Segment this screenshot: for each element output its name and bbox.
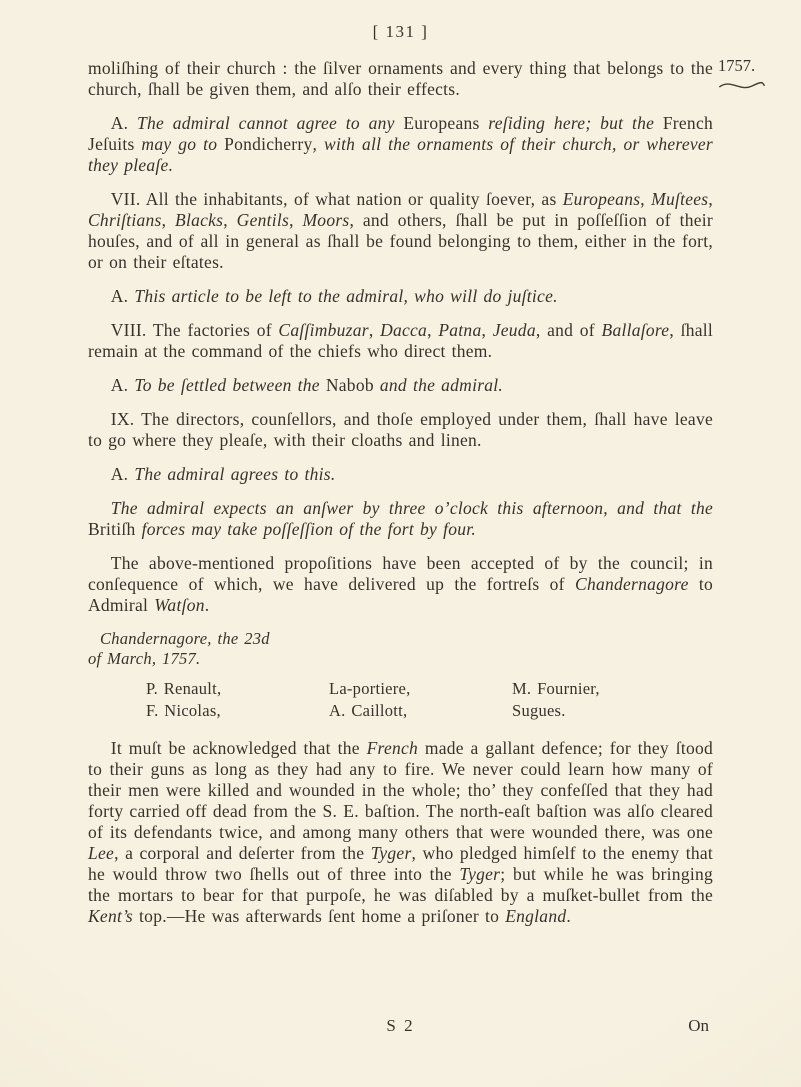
roman-text: . [204, 595, 210, 615]
roman-text: VIII. The factories of [110, 320, 279, 340]
paragraph [88, 409, 713, 451]
signatory-name: A. Caillott, [329, 701, 408, 720]
aftermath-section [88, 738, 713, 927]
signatory-name: F. Nicolas, [146, 701, 221, 720]
roman-text: IX. The directors, counſellors, and thoſe employed under them, ſhall have leave to go where they pleaſe, with their cloaths and linen. [88, 409, 713, 450]
paragraph [88, 189, 713, 273]
roman-text: , [368, 320, 381, 340]
paragraph [88, 498, 713, 540]
italic-text: Lee [88, 843, 115, 863]
paragraph [88, 375, 713, 396]
signature-mark: S 2 [386, 1016, 415, 1035]
roman-text: , who pledged himſelf to the enemy that he would throw two ſhells out of three into the [88, 843, 713, 884]
signatory-name: P. Renault, [146, 679, 222, 698]
roman-text: , and others, ſhall be put in poſſeſſion of their houſes, and of all in general as ſhall be found belonging to them, either in the fort, or on their eſtates. [88, 210, 713, 272]
italic-text: Ballaſore [601, 320, 670, 340]
text-block [88, 58, 713, 927]
italic-text: Dacca [380, 320, 428, 340]
roman-text: , [708, 189, 713, 209]
roman-text: . [566, 906, 571, 926]
roman-text: Britiſh [88, 519, 136, 539]
roman-text: top.—He was afterwards ſent home a priſoner to [133, 906, 506, 926]
italic-text: Caſſimbuzar [278, 320, 369, 340]
italic-text: Europeans [562, 189, 641, 209]
roman-text: The above-mentioned propoſitions have been accepted of by the council; in conſequence of which, we have delivered up the fortreſs of [88, 553, 713, 594]
roman-text: A. [110, 113, 137, 133]
italic-text: Watſon [154, 595, 205, 615]
italic-text: Tyger [459, 864, 501, 884]
italic-text: forces may take poſſeſſion of the fort by four. [135, 519, 477, 539]
roman-text: moliſhing of their church : the ſilver ornaments and every thing that belongs to the church, ſhall be given them, and alſo their effects. [88, 58, 713, 99]
italic-text: Patna [438, 320, 482, 340]
roman-text: Nabob [325, 375, 374, 395]
italic-text: Gentils [236, 210, 290, 230]
signature-column [146, 678, 329, 722]
signature-column [329, 678, 512, 722]
roman-text: Pondicherry [224, 134, 313, 154]
margin-year: 1757. [718, 56, 756, 75]
paragraph [88, 58, 713, 100]
roman-text: , a corporal and deſerter from the [114, 843, 371, 863]
roman-text: , [481, 320, 493, 340]
italic-text: The admiral cannot agree to any [136, 113, 404, 133]
paragraph [88, 738, 713, 927]
italic-text: , with all the ornaments of their church, or wherever they pleaſe. [88, 134, 713, 175]
italic-text: reſiding here; but the [479, 113, 663, 133]
articles-section [88, 58, 713, 616]
page-footer [88, 1016, 713, 1036]
roman-text: A. [110, 464, 135, 484]
italic-text: This article to be left to the admiral, who will do juſtice. [134, 286, 558, 306]
italic-text: may go to [134, 134, 225, 154]
roman-text: made a gallant defence; for they ſtood to their guns as long as they had any to fire. We never could learn how many of their men were killed and wounded in the whole; tho’ they confeſſed that they had forty carried off dead from the S. E. baſtion. The north-eaſt baſtion was alſo cleared of its defendants twice, and among many others that were wounded there, was one [88, 738, 714, 842]
italic-text: Moors [302, 210, 350, 230]
paragraph [88, 553, 713, 616]
italic-text: Kent’s [88, 906, 134, 926]
signature-column [512, 678, 695, 722]
italic-text: The admiral expects an anſwer by three o’clock this afternoon, and that the [110, 498, 713, 518]
roman-text: , [427, 320, 439, 340]
roman-text: , and of [535, 320, 602, 340]
roman-text: VII. All the inhabitants, of what nation or quality ſoever, as [110, 189, 563, 209]
page-number: [ 131 ] [372, 22, 429, 41]
roman-text: , [640, 189, 652, 209]
paragraph [88, 320, 713, 362]
italic-text: and the admiral. [373, 375, 504, 395]
italic-text: Tyger [370, 843, 412, 863]
roman-text: A. [110, 286, 135, 306]
italic-text: Chandernagore [575, 574, 689, 594]
roman-text: , [161, 210, 176, 230]
roman-text: to Admiral [88, 574, 713, 615]
paragraph [88, 464, 713, 485]
italic-text: French [366, 738, 419, 758]
roman-text: , [223, 210, 237, 230]
italic-text: To be ſettled between the [134, 375, 326, 395]
roman-text: It muſt be acknowledged that the [110, 738, 367, 758]
margin-flourish-icon [717, 77, 766, 96]
dateline [88, 629, 713, 669]
roman-text: French Jeſuits [88, 113, 713, 154]
signatory-name: Sugues. [512, 701, 566, 720]
dateline-line1: Chandernagore, the 23d [100, 629, 270, 648]
paragraph [88, 113, 713, 176]
italic-text: England [505, 906, 567, 926]
roman-text: ; but while he was bringing the mortars to bear for that purpoſe, he was diſabled by a muſket-bullet from the [88, 864, 713, 905]
signatures [146, 678, 695, 722]
italic-text: Jeuda [492, 320, 536, 340]
roman-text: , ſhall remain at the command of the chiefs who direct them. [88, 320, 713, 361]
roman-text: A. [110, 375, 135, 395]
roman-text: , [289, 210, 303, 230]
catchword: On [688, 1016, 709, 1035]
margin-year-note [718, 56, 790, 93]
roman-text: Europeans [403, 113, 480, 133]
italic-text: Blacks [175, 210, 224, 230]
paragraph [88, 286, 713, 307]
italic-text: Chriſtians [88, 210, 162, 230]
italic-text: The admiral agrees to this. [134, 464, 336, 484]
signatory-name: M. Fournier, [512, 679, 600, 698]
dateline-line2: of March, 1757. [88, 649, 201, 668]
signatory-name: La-portiere, [329, 679, 411, 698]
italic-text: Muſtees [651, 189, 709, 209]
